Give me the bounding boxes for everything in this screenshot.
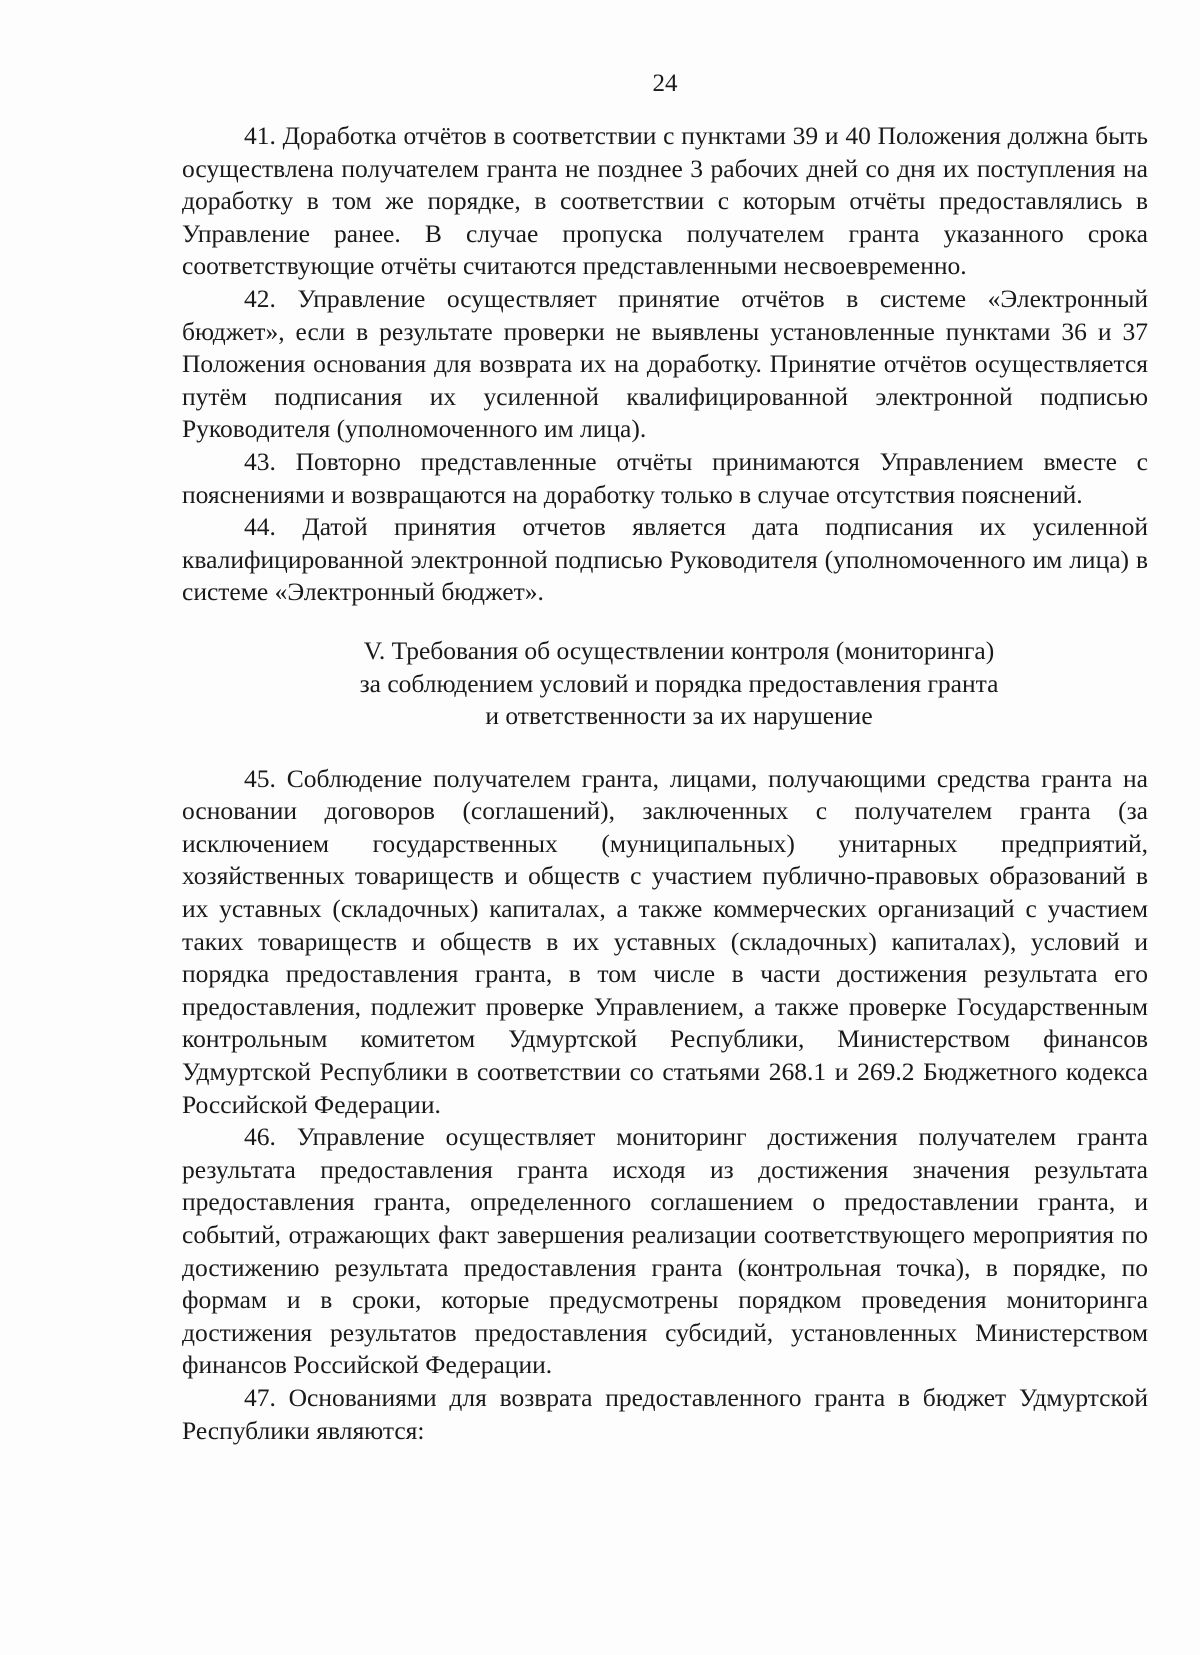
paragraph-46: 46. Управление осуществляет мониторинг достижения получателем гранта результата предоставления гранта исходя из достижения значения результата предоставления гранта, определенного соглашением о предоставлении гранта, и событий, отражающих факт завершения реализации соответствующего мероприятия по достижению результата предоставления гранта (контрольная точка), в порядке, по формам и в сроки, которые предусмотрены порядком проведения мониторинга достижения результатов предоставления субсидий, установленных Министерством финансов Российской Федерации. bbox=[182, 1122, 1148, 1380]
document-body bbox=[182, 120, 1148, 1447]
paragraph-44: 44. Датой принятия отчетов является дата подписания их усиленной квалифицированной электронной подписью Руководителя (уполномоченного им лица) в системе «Электронный бюджет». bbox=[182, 512, 1148, 607]
paragraph-42: 42. Управление осуществляет принятие отчётов в системе «Электронный бюджет», если в результате проверки не выявлены установленные пунктами 36 и 37 Положения основания для возврата их на доработку. Принятие отчётов осуществляется путём подписания их усиленной квалифицированной электронной подписью Руководителя (уполномоченного им лица). bbox=[182, 283, 1148, 444]
paragraph-47: 47. Основаниями для возврата предоставленного гранта в бюджет Удмуртской Республики являются: bbox=[182, 1382, 1148, 1445]
paragraph-41: 41. Доработка отчётов в соответствии с пунктами 39 и 40 Положения должна быть осуществлена получателем гранта не позднее 3 рабочих дней со дня их поступления на доработку в том же порядке, в соответствии с которым отчёты предоставлялись в Управление ранее. В случае пропуска получателем гранта указанного срока соответствующие отчёты считаются представленными несвоевременно. bbox=[182, 121, 1148, 281]
section-heading-line-1: V. Требования об осуществлении контроля (мониторинга) bbox=[363, 635, 995, 665]
page-number: 24 bbox=[652, 70, 678, 97]
section-heading bbox=[182, 635, 1148, 733]
paragraph-45: 45. Соблюдение получателем гранта, лицами, получающими средства гранта на основании договоров (соглашений), заключенных с получателем гранта (за исключением государственных (муниципальных) унитарных предприятий, хозяйственных товариществ и обществ с участием публично-правовых образований в их уставных (складочных) капиталах, а также коммерческих организаций с участием таких товариществ и обществ в их уставных (складочных) капиталах), условий и порядка предоставления гранта, в том числе в части достижения результата его предоставления, подлежит проверке Управлением, а также проверке Государственным контрольным комитетом Удмуртской Республики, Министерством финансов Удмуртской Республики в соответствии со статьями 268.1 и 269.2 Бюджетного кодекса Российской Федерации. bbox=[182, 763, 1148, 1119]
section-heading-line-3: и ответственности за их нарушение bbox=[485, 701, 873, 731]
paragraph-43: 43. Повторно представленные отчёты принимаются Управлением вместе с пояснениями и возвращаются на доработку только в случае отсутствия пояснений. bbox=[182, 446, 1148, 509]
section-heading-line-2: за соблюдением условий и порядка предоставления гранта bbox=[359, 668, 999, 698]
